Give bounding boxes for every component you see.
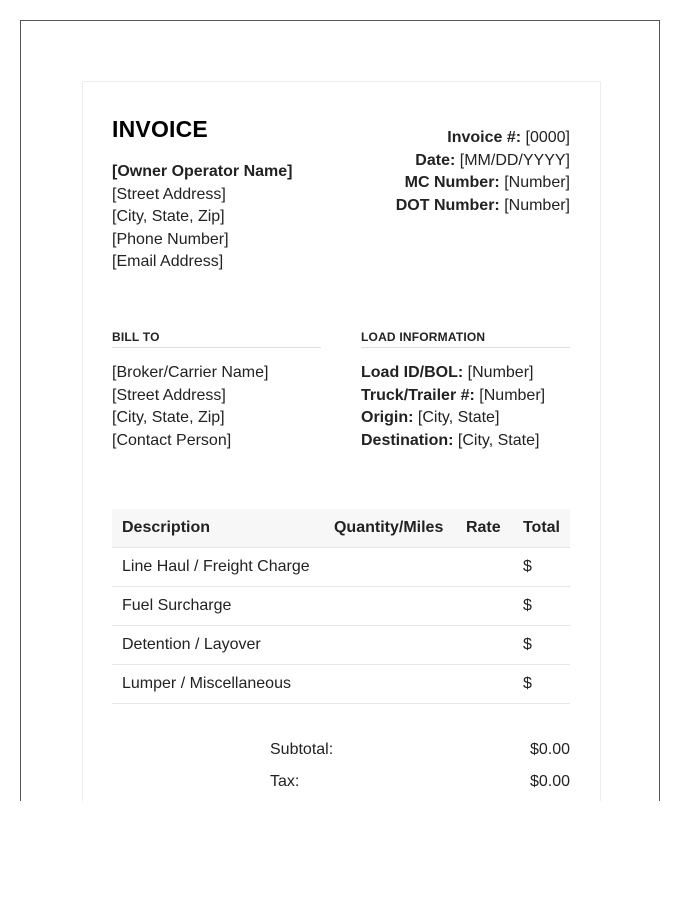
column-header-description: Description (112, 509, 324, 548)
subtotal-row (270, 740, 570, 772)
row-total: $ (513, 587, 570, 626)
load-information-heading: LOAD INFORMATION (361, 330, 570, 348)
bill-to-block (112, 362, 268, 452)
sender-phone: [Phone Number] (112, 230, 229, 248)
invoice-meta-block (396, 127, 570, 217)
truck-trailer-line (361, 385, 545, 408)
dot-number-value: [Number] (504, 196, 570, 214)
mc-number-label: MC Number: (404, 174, 500, 191)
row-total: $ (513, 548, 570, 587)
origin-line (361, 407, 545, 430)
invoice-number-label: Invoice #: (447, 129, 522, 146)
column-header-total: Total (513, 509, 570, 548)
truck-trailer-label: Truck/Trailer #: (361, 386, 475, 404)
row-quantity (324, 587, 456, 626)
row-total: $ (513, 665, 570, 704)
origin-label: Origin: (361, 409, 414, 426)
mc-number-value: [Number] (504, 174, 570, 191)
row-description: Detention / Layover (112, 626, 324, 665)
origin-value: [City, State] (417, 409, 500, 426)
row-total: $ (513, 626, 570, 665)
invoice-number-value: [0000] (525, 129, 570, 146)
table-row (112, 626, 570, 665)
row-description: Line Haul / Freight Charge (112, 548, 324, 587)
invoice-date-value: [MM/DD/YYYY] (459, 151, 570, 169)
sender-email: [Email Address] (112, 253, 224, 270)
broker-contact: [Contact Person] (112, 431, 232, 449)
load-id-label: Load ID/BOL: (361, 364, 464, 381)
mc-number-line (396, 172, 570, 195)
broker-street: [Street Address] (112, 386, 226, 404)
destination-label: Destination: (361, 431, 454, 449)
owner-operator-name: [Owner Operator Name] (112, 163, 293, 180)
row-rate (456, 626, 513, 665)
invoice-title: INVOICE (112, 116, 208, 142)
dot-number-line (396, 195, 570, 218)
subtotal-value: $0.00 (529, 741, 570, 758)
tax-value: $0.00 (529, 773, 570, 790)
sender-address-block (112, 161, 292, 274)
tax-row (270, 772, 570, 804)
table-row (112, 548, 570, 587)
invoice-number-line (396, 127, 570, 150)
destination-value: [City, State] (457, 431, 540, 449)
truck-trailer-value: [Number] (479, 386, 546, 404)
bill-to-heading: BILL TO (112, 330, 321, 348)
broker-city: [City, State, Zip] (112, 409, 225, 426)
load-information-block (361, 362, 545, 452)
row-description: Fuel Surcharge (112, 587, 324, 626)
column-header-rate: Rate (456, 509, 513, 548)
row-quantity (324, 626, 456, 665)
load-id-value: [Number] (467, 364, 534, 381)
load-id-line (361, 362, 545, 385)
invoice-date-line (396, 150, 570, 173)
table-row (112, 587, 570, 626)
row-description: Lumper / Miscellaneous (112, 665, 324, 704)
destination-line (361, 430, 545, 453)
row-rate (456, 587, 513, 626)
tax-label: Tax: (270, 773, 300, 790)
dot-number-label: DOT Number: (395, 196, 500, 214)
row-quantity (324, 548, 456, 587)
row-rate (456, 665, 513, 704)
broker-name: [Broker/Carrier Name] (112, 364, 269, 381)
row-quantity (324, 665, 456, 704)
column-header-quantity: Quantity/Miles (324, 509, 456, 548)
totals-block (270, 740, 570, 804)
sender-street: [Street Address] (112, 185, 226, 203)
invoice-date-label: Date: (415, 151, 456, 169)
table-row (112, 665, 570, 704)
subtotal-label: Subtotal: (270, 741, 334, 758)
sender-city: [City, State, Zip] (112, 208, 225, 225)
row-rate (456, 548, 513, 587)
line-items-table (112, 509, 570, 704)
table-header-row (112, 509, 570, 548)
